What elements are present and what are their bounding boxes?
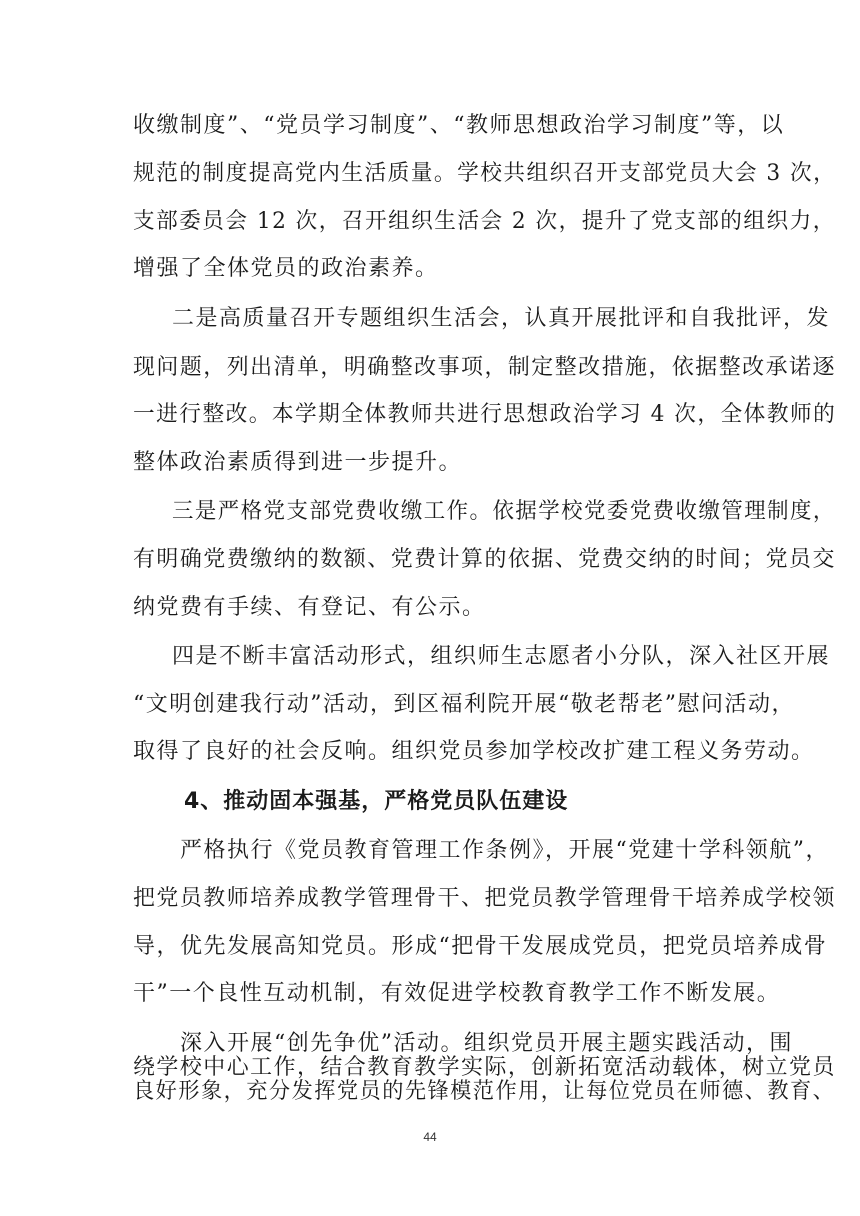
text-line: 绕学校中心工作，结合教育教学实际，创新拓宽活动载体，树立党员 [133,1055,836,1080]
text-line: 三是严格党支部党费收缴工作。依据学校党委党费收缴管理制度， [172,499,836,524]
text-line: 现问题，列出清单，明确整改事项，制定整改措施，依据整改承诺逐 [133,355,836,380]
text-line: 取得了良好的社会反响。组织党员参加学校改扩建工程义务劳动。 [133,739,815,764]
text-line: 二是高质量召开专题组织生活会，认真开展批评和自我批评，发 [172,306,831,331]
text-line: 增强了全体党员的政治素养。 [133,256,439,281]
text-line: 支部委员会 12 次，召开组织生活会 2 次，提升了党支部的组织力， [133,209,836,234]
text-line: 规范的制度提高党内生活质量。学校共组织召开支部党员大会 3 次， [133,161,837,186]
section-heading: 4、推动固本强基，严格党员队伍建设 [184,789,569,814]
text-line: “文明创建我行动”活动，到区福利院开展“敬老帮老”慰问活动， [133,692,795,717]
text-line: 导，优先发展高知党员。形成“把骨干发展成党员，把党员培养成骨 [133,934,828,959]
text-line: 严格执行《党员教育管理工作条例》，开展“党建十学科领航”， [180,838,829,863]
text-line: 干”一个良性互动机制，有效促进学校教育教学工作不断发展。 [133,981,781,1006]
text-line: 一进行整改。本学期全体教师共进行思想政治学习 4 次，全体教师的 [133,402,837,427]
text-line: 把党员教师培养成教学管理骨干、把党员教学管理骨干培养成学校领 [133,886,836,911]
text-line: 四是不断丰富活动形式，组织师生志愿者小分队，深入社区开展 [172,644,831,669]
page-number: 44 [423,1130,437,1144]
text-line: 收缴制度”、“党员学习制度”、“教师思想政治学习制度”等，以 [133,113,785,138]
text-line: 良好形象，充分发挥党员的先锋模范作用，让每位党员在师德、教育、 [133,1079,836,1104]
text-line: 纳党费有手续、有登记、有公示。 [133,595,486,620]
text-line: 深入开展“创先争优”活动。组织党员开展主题实践活动，围 [180,1031,793,1056]
text-line: 整体政治素质得到进一步提升。 [133,450,463,475]
text-line: 有明确党费缴纳的数额、党费计算的依据、党费交纳的时间；党员交 [133,547,836,572]
